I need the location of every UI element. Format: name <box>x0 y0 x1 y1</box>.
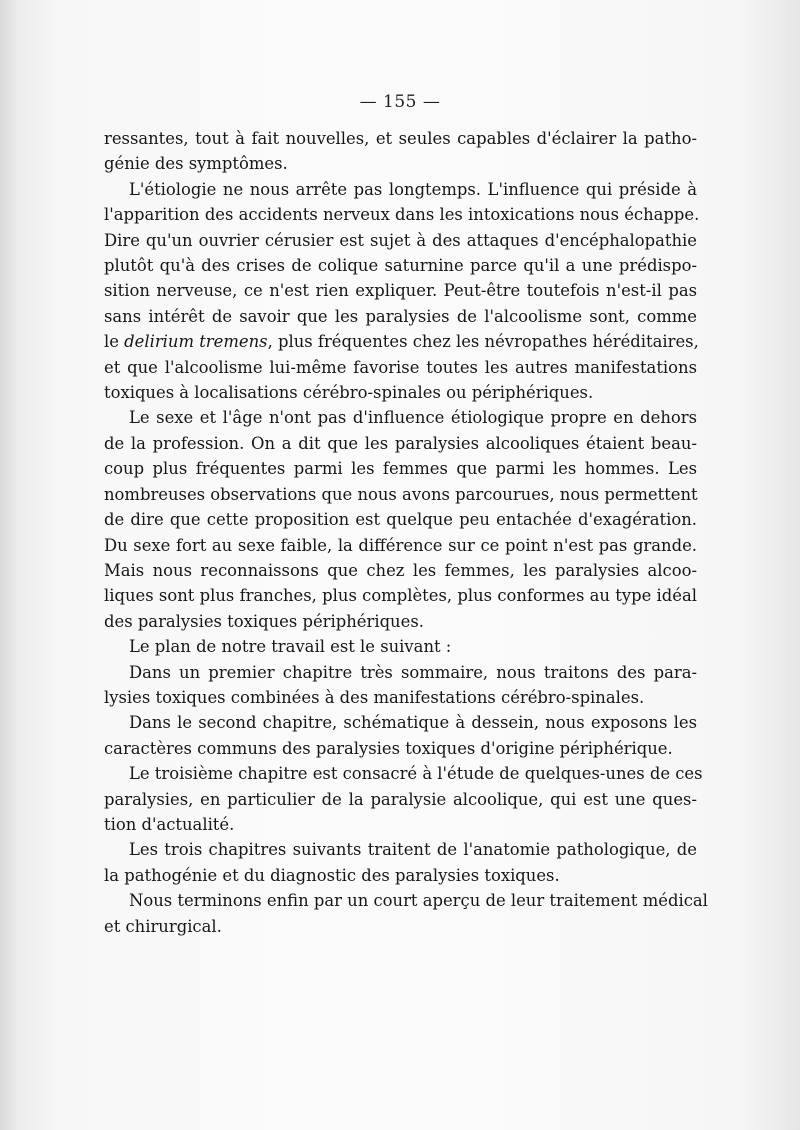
text-line: Le plan de notre travail est le suivant : <box>129 637 452 657</box>
paragraph <box>104 761 703 837</box>
text-line: Dans le second chapitre, schématique à dessein, nous exposons les <box>129 713 697 733</box>
text-line: l'apparition des accidents nerveux dans les intoxications nous échappe. <box>104 205 700 225</box>
body-text <box>104 126 708 939</box>
text-line: et que l'alcoolisme lui-même favorise toutes les autres manifestations <box>104 357 697 377</box>
text-line: génie des symptômes. <box>104 154 288 174</box>
text-line: Du sexe fort au sexe faible, la différence sur ce point n'est pas grande. <box>104 535 697 555</box>
page-number: — 155 — <box>359 92 441 112</box>
paragraph <box>104 126 697 177</box>
text-line: nombreuses observations que nous avons parcourues, nous permettent <box>104 484 698 504</box>
text-line: Mais nous reconnaissons que chez les femmes, les paralysies alcoo- <box>104 560 697 580</box>
paragraph <box>104 177 700 406</box>
text-line: Dire qu'un ouvrier cérusier est sujet à des attaques d'encéphalopathie <box>104 230 697 250</box>
text-line: caractères communs des paralysies toxiques d'origine périphérique. <box>104 738 673 758</box>
paragraph <box>104 660 697 711</box>
text-line: coup plus fréquentes parmi les femmes que parmi les hommes. Les <box>104 459 697 479</box>
text-line: tion d'actualité. <box>104 814 235 834</box>
text-line: sans intérêt de savoir que les paralysies de l'alcoolisme sont, comme <box>104 306 697 326</box>
paragraph <box>104 710 697 761</box>
text-line: Nous terminons enfin par un court aperçu de leur traitement médical <box>129 891 708 911</box>
text-line: sition nerveuse, ce n'est rien expliquer. Peut-être toutefois n'est-il pas <box>104 281 697 301</box>
text-line: de la profession. On a dit que les paralysies alcooliques étaient beau- <box>104 433 697 453</box>
paragraph <box>104 634 697 659</box>
paragraph <box>104 888 708 939</box>
text-line <box>104 329 697 354</box>
text-line: toxiques à localisations cérébro-spinales ou périphériques. <box>104 383 594 403</box>
text-line: Dans un premier chapitre très sommaire, nous traitons des para- <box>129 662 697 682</box>
text-line: ressantes, tout à fait nouvelles, et seules capables d'éclairer la patho- <box>104 129 697 148</box>
text-line: L'étiologie ne nous arrête pas longtemps. L'influence qui préside à <box>129 179 697 199</box>
text-line: Le troisième chapitre est consacré à l'étude de quelques-unes de ces <box>129 764 703 784</box>
text-line: Les trois chapitres suivants traitent de l'anatomie pathologique, de <box>129 840 697 860</box>
text-line: liques sont plus franches, plus complètes, plus conformes au type idéal <box>104 586 697 606</box>
text-line: lysies toxiques combinées à des manifestations cérébro-spinales. <box>104 687 645 707</box>
text-line: la pathogénie et du diagnostic des paralysies toxiques. <box>104 865 560 885</box>
text-segment: le <box>104 332 125 352</box>
text-line: plutôt qu'à des crises de colique saturnine parce qu'il a une prédispo- <box>104 256 697 276</box>
text-line: Le sexe et l'âge n'ont pas d'influence étiologique propre en dehors <box>129 408 697 428</box>
text-line: des paralysies toxiques périphériques. <box>104 611 424 631</box>
text-line: de dire que cette proposition est quelque peu entachée d'exagération. <box>104 510 697 530</box>
italic-term: delirium tremens <box>124 332 268 352</box>
text-line: et chirurgical. <box>104 916 222 936</box>
paragraph <box>104 837 697 888</box>
text-line: paralysies, en particulier de la paralysie alcoolique, qui est une ques- <box>104 789 697 809</box>
paragraph <box>104 405 697 634</box>
text-segment: , plus fréquentes chez les névropathes héréditaires, <box>267 332 699 352</box>
